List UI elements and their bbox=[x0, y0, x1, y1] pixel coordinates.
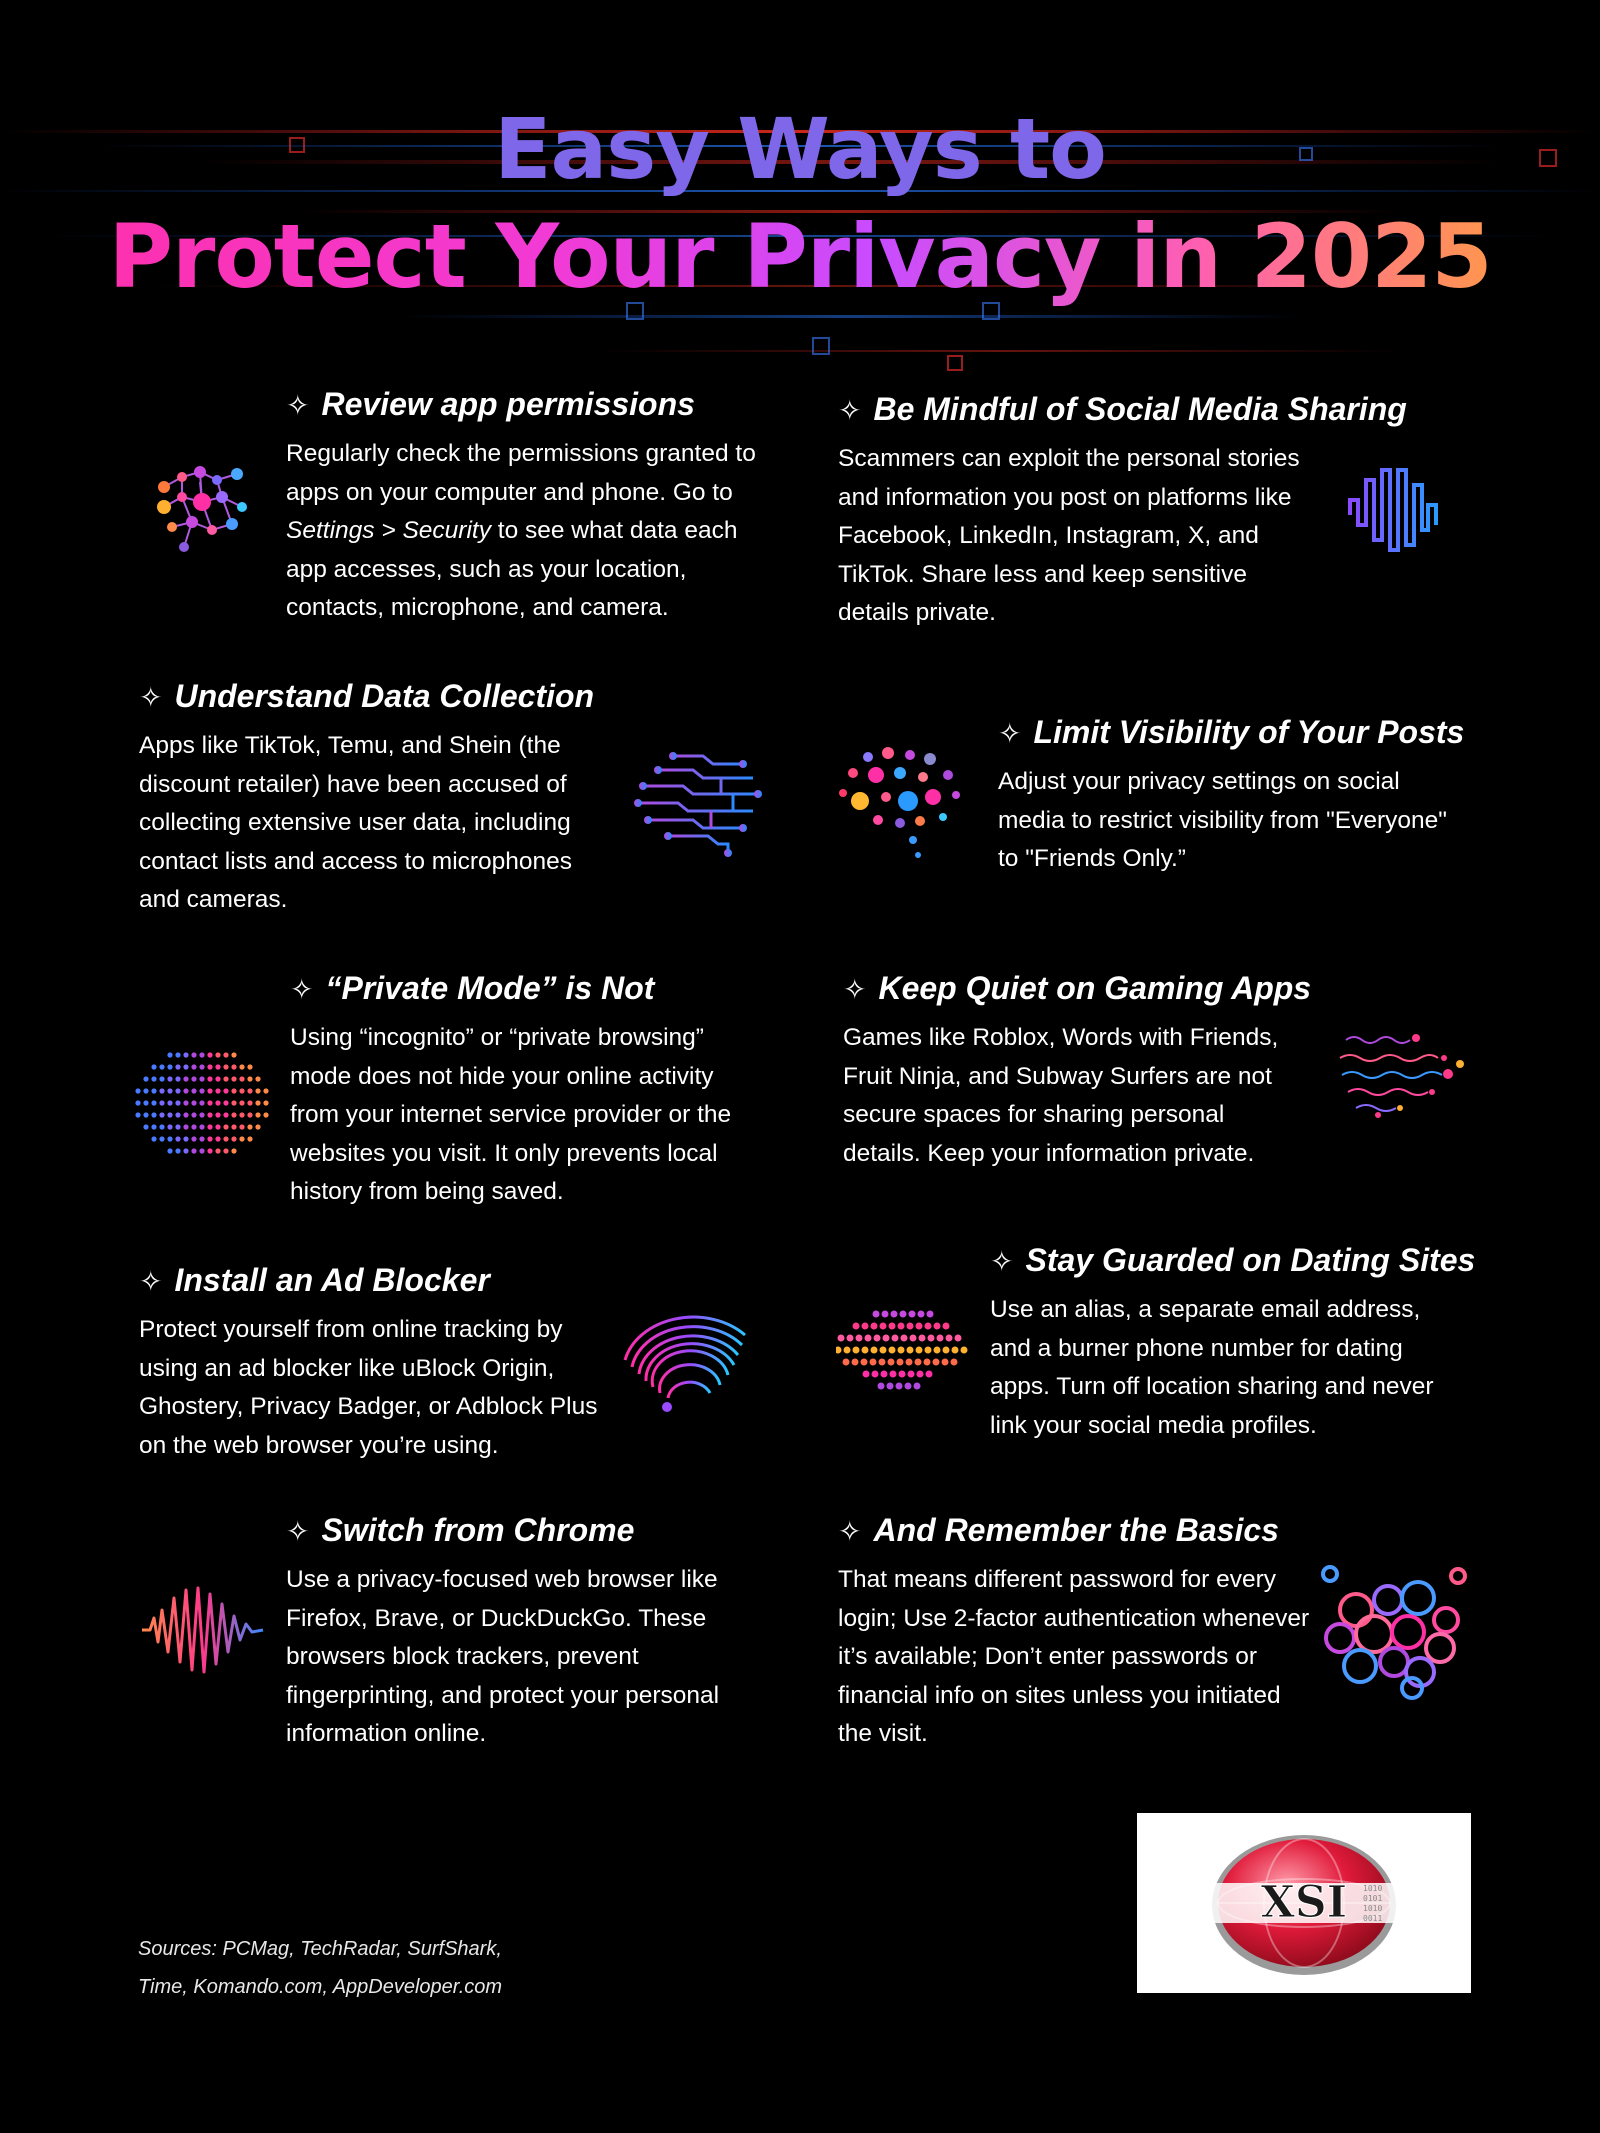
svg-text:0011: 0011 bbox=[1363, 1914, 1383, 1923]
tip-body: Games like Roblox, Words with Friends, Fruit Ninja, and Subway Surfers are not secure spaces for sharing personal details. Keep your information private. bbox=[843, 1024, 1279, 1167]
tip-body: That means different password for every login; Use 2-factor authentication whenever it’s available; Don’t enter passwords or financial info on sites unless you initiated the visit. bbox=[838, 1566, 1310, 1747]
tip-body: Use a privacy-focused web browser like Firefox, Brave, or DuckDuckGo. These browsers block trackers, prevent fingerprinting, and protect your personal information online. bbox=[286, 1566, 720, 1747]
brain-icon bbox=[142, 452, 262, 562]
tip-body: Apps like TikTok, Temu, and Shein (the discount retailer) have been accused of collecting extensive user data, including contact lists and access to microphones and cameras. bbox=[139, 732, 573, 913]
tip-heading: And Remember the Basics bbox=[873, 1512, 1279, 1548]
xsi-logo-text: XSI bbox=[1260, 1877, 1348, 1928]
circles-cluster-icon bbox=[1316, 1562, 1471, 1702]
sources-line-1: Sources: PCMag, TechRadar, SurfShark, bbox=[138, 1938, 502, 1960]
tip-body: Use an alias, a separate email address, and a burner phone number for dating apps. Turn off location sharing and never link your social media profiles. bbox=[990, 1296, 1434, 1439]
sparkle-icon: ✧ bbox=[139, 1266, 163, 1297]
wifi-waves-icon bbox=[620, 1305, 750, 1415]
sparkle-icon: ✧ bbox=[838, 395, 862, 426]
circuit-brain-icon bbox=[633, 748, 763, 858]
tip-body: Adjust your privacy settings on social media to restrict visibility from "Everyone" to "Friends Only.” bbox=[998, 768, 1447, 872]
tip-private-mode bbox=[290, 970, 770, 1212]
sparkle-icon: ✧ bbox=[843, 974, 867, 1005]
sparkle-icon: ✧ bbox=[990, 1246, 1014, 1277]
tip-body: Protect yourself from online tracking by using an ad blocker like uBlock Origin, Ghostery, Privacy Badger, or Adblock Plus on the web browser you’re using. bbox=[139, 1316, 598, 1459]
pulse-wave-icon bbox=[140, 1580, 265, 1680]
sparkle-icon: ✧ bbox=[286, 1516, 310, 1547]
sparkle-icon: ✧ bbox=[838, 1516, 862, 1547]
sparkle-icon: ✧ bbox=[139, 682, 163, 713]
sources-note bbox=[138, 1930, 502, 2006]
svg-text:1010: 1010 bbox=[1363, 1904, 1383, 1913]
xsi-logo bbox=[1137, 1813, 1471, 1993]
tip-gaming-apps bbox=[843, 970, 1323, 1173]
tip-review-app-permissions bbox=[286, 386, 766, 628]
tip-remember-basics bbox=[838, 1512, 1318, 1754]
tip-limit-visibility bbox=[998, 714, 1498, 879]
tip-body: Using “incognito” or “private browsing” mode does not hide your online activity from your internet service provider or the websites you visit. It only prevents local history from being saved. bbox=[290, 1024, 732, 1205]
tip-social-media-sharing bbox=[838, 391, 1407, 633]
dot-wave-icon bbox=[836, 1300, 971, 1400]
tip-body: Scammers can exploit the personal stories and information you post on platforms like Facebook, LinkedIn, Instagram, X, and TikTok. Share less and keep sensitive details private. bbox=[838, 445, 1300, 626]
tip-understand-data-collection bbox=[139, 678, 619, 920]
sparkle-icon: ✧ bbox=[286, 390, 310, 421]
tip-body: Regularly check the permissions granted to apps on your computer and phone. Go to Settings > Security to see what data each app accesses, such as your location, contacts, microphone, and camera. bbox=[286, 440, 756, 621]
sparkle-icon: ✧ bbox=[290, 974, 314, 1005]
tip-heading: Review app permissions bbox=[321, 386, 695, 422]
sparkle-icon: ✧ bbox=[998, 718, 1022, 749]
dot-brain-icon bbox=[838, 745, 968, 865]
tip-ad-blocker bbox=[139, 1262, 619, 1465]
tip-heading: Install an Ad Blocker bbox=[174, 1262, 490, 1298]
svg-text:0101: 0101 bbox=[1363, 1894, 1383, 1903]
title-line-2: Protect Your Privacy in 2025 bbox=[0, 205, 1600, 308]
tip-switch-from-chrome bbox=[286, 1512, 766, 1754]
tip-heading: “Private Mode” is Not bbox=[325, 970, 655, 1006]
tip-heading: Stay Guarded on Dating Sites bbox=[1025, 1242, 1476, 1278]
tip-heading: Understand Data Collection bbox=[174, 678, 595, 714]
tip-heading: Be Mindful of Social Media Sharing bbox=[873, 391, 1407, 427]
tip-heading: Switch from Chrome bbox=[321, 1512, 635, 1548]
squiggle-lines-icon bbox=[1338, 1030, 1468, 1120]
tip-heading: Keep Quiet on Gaming Apps bbox=[878, 970, 1312, 1006]
title-line-1: Easy Ways to bbox=[494, 100, 1106, 198]
svg-text:1010: 1010 bbox=[1363, 1884, 1383, 1893]
dot-sphere-icon bbox=[135, 1045, 270, 1160]
tip-heading: Limit Visibility of Your Posts bbox=[1033, 714, 1465, 750]
sources-line-2: Time, Komando.com, AppDeveloper.com bbox=[138, 1976, 503, 1998]
soundwave-icon bbox=[1348, 465, 1438, 555]
xsi-logo-graphic bbox=[1137, 1813, 1471, 1993]
tip-dating-sites bbox=[990, 1242, 1510, 1445]
